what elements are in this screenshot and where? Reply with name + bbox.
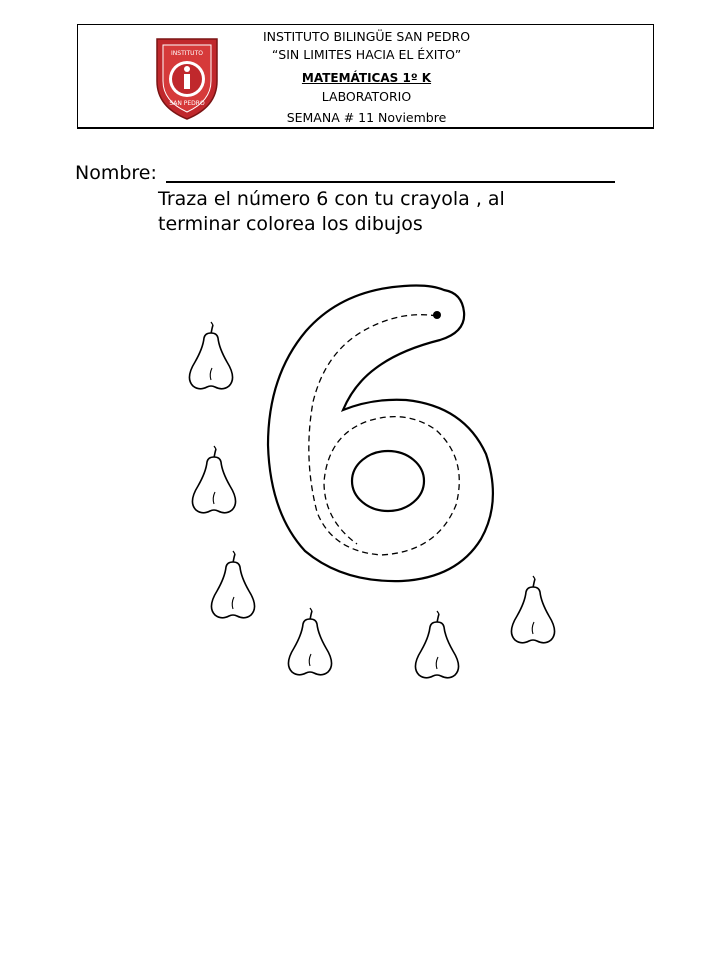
subject-title: MATEMÁTICAS 1º K	[301, 71, 432, 85]
school-name: INSTITUTO BILINGÜE SAN PEDRO	[262, 29, 471, 44]
pear-drawings	[189, 322, 554, 678]
pear-icon[interactable]	[189, 322, 232, 389]
pear-icon[interactable]	[288, 608, 331, 675]
pear-icon[interactable]	[211, 551, 254, 618]
name-label: Nombre:	[75, 162, 157, 184]
number-six-outline[interactable]	[268, 286, 493, 582]
logo-bottom-text: SAN PEDRO	[169, 100, 205, 107]
activity-title: LABORATORIO	[321, 89, 412, 104]
pear-icon[interactable]	[192, 446, 235, 513]
instructions-text: Traza el número 6 con tu crayola , al terminar colorea los dibujos	[158, 188, 505, 235]
school-motto: “SIN LIMITES HACIA EL ÉXITO”	[271, 47, 462, 62]
pear-icon[interactable]	[511, 576, 554, 643]
logo-top-text: INSTITUTO	[171, 50, 203, 57]
week-label: SEMANA # 11 Noviembre	[286, 110, 447, 125]
pear-icon[interactable]	[415, 611, 458, 678]
